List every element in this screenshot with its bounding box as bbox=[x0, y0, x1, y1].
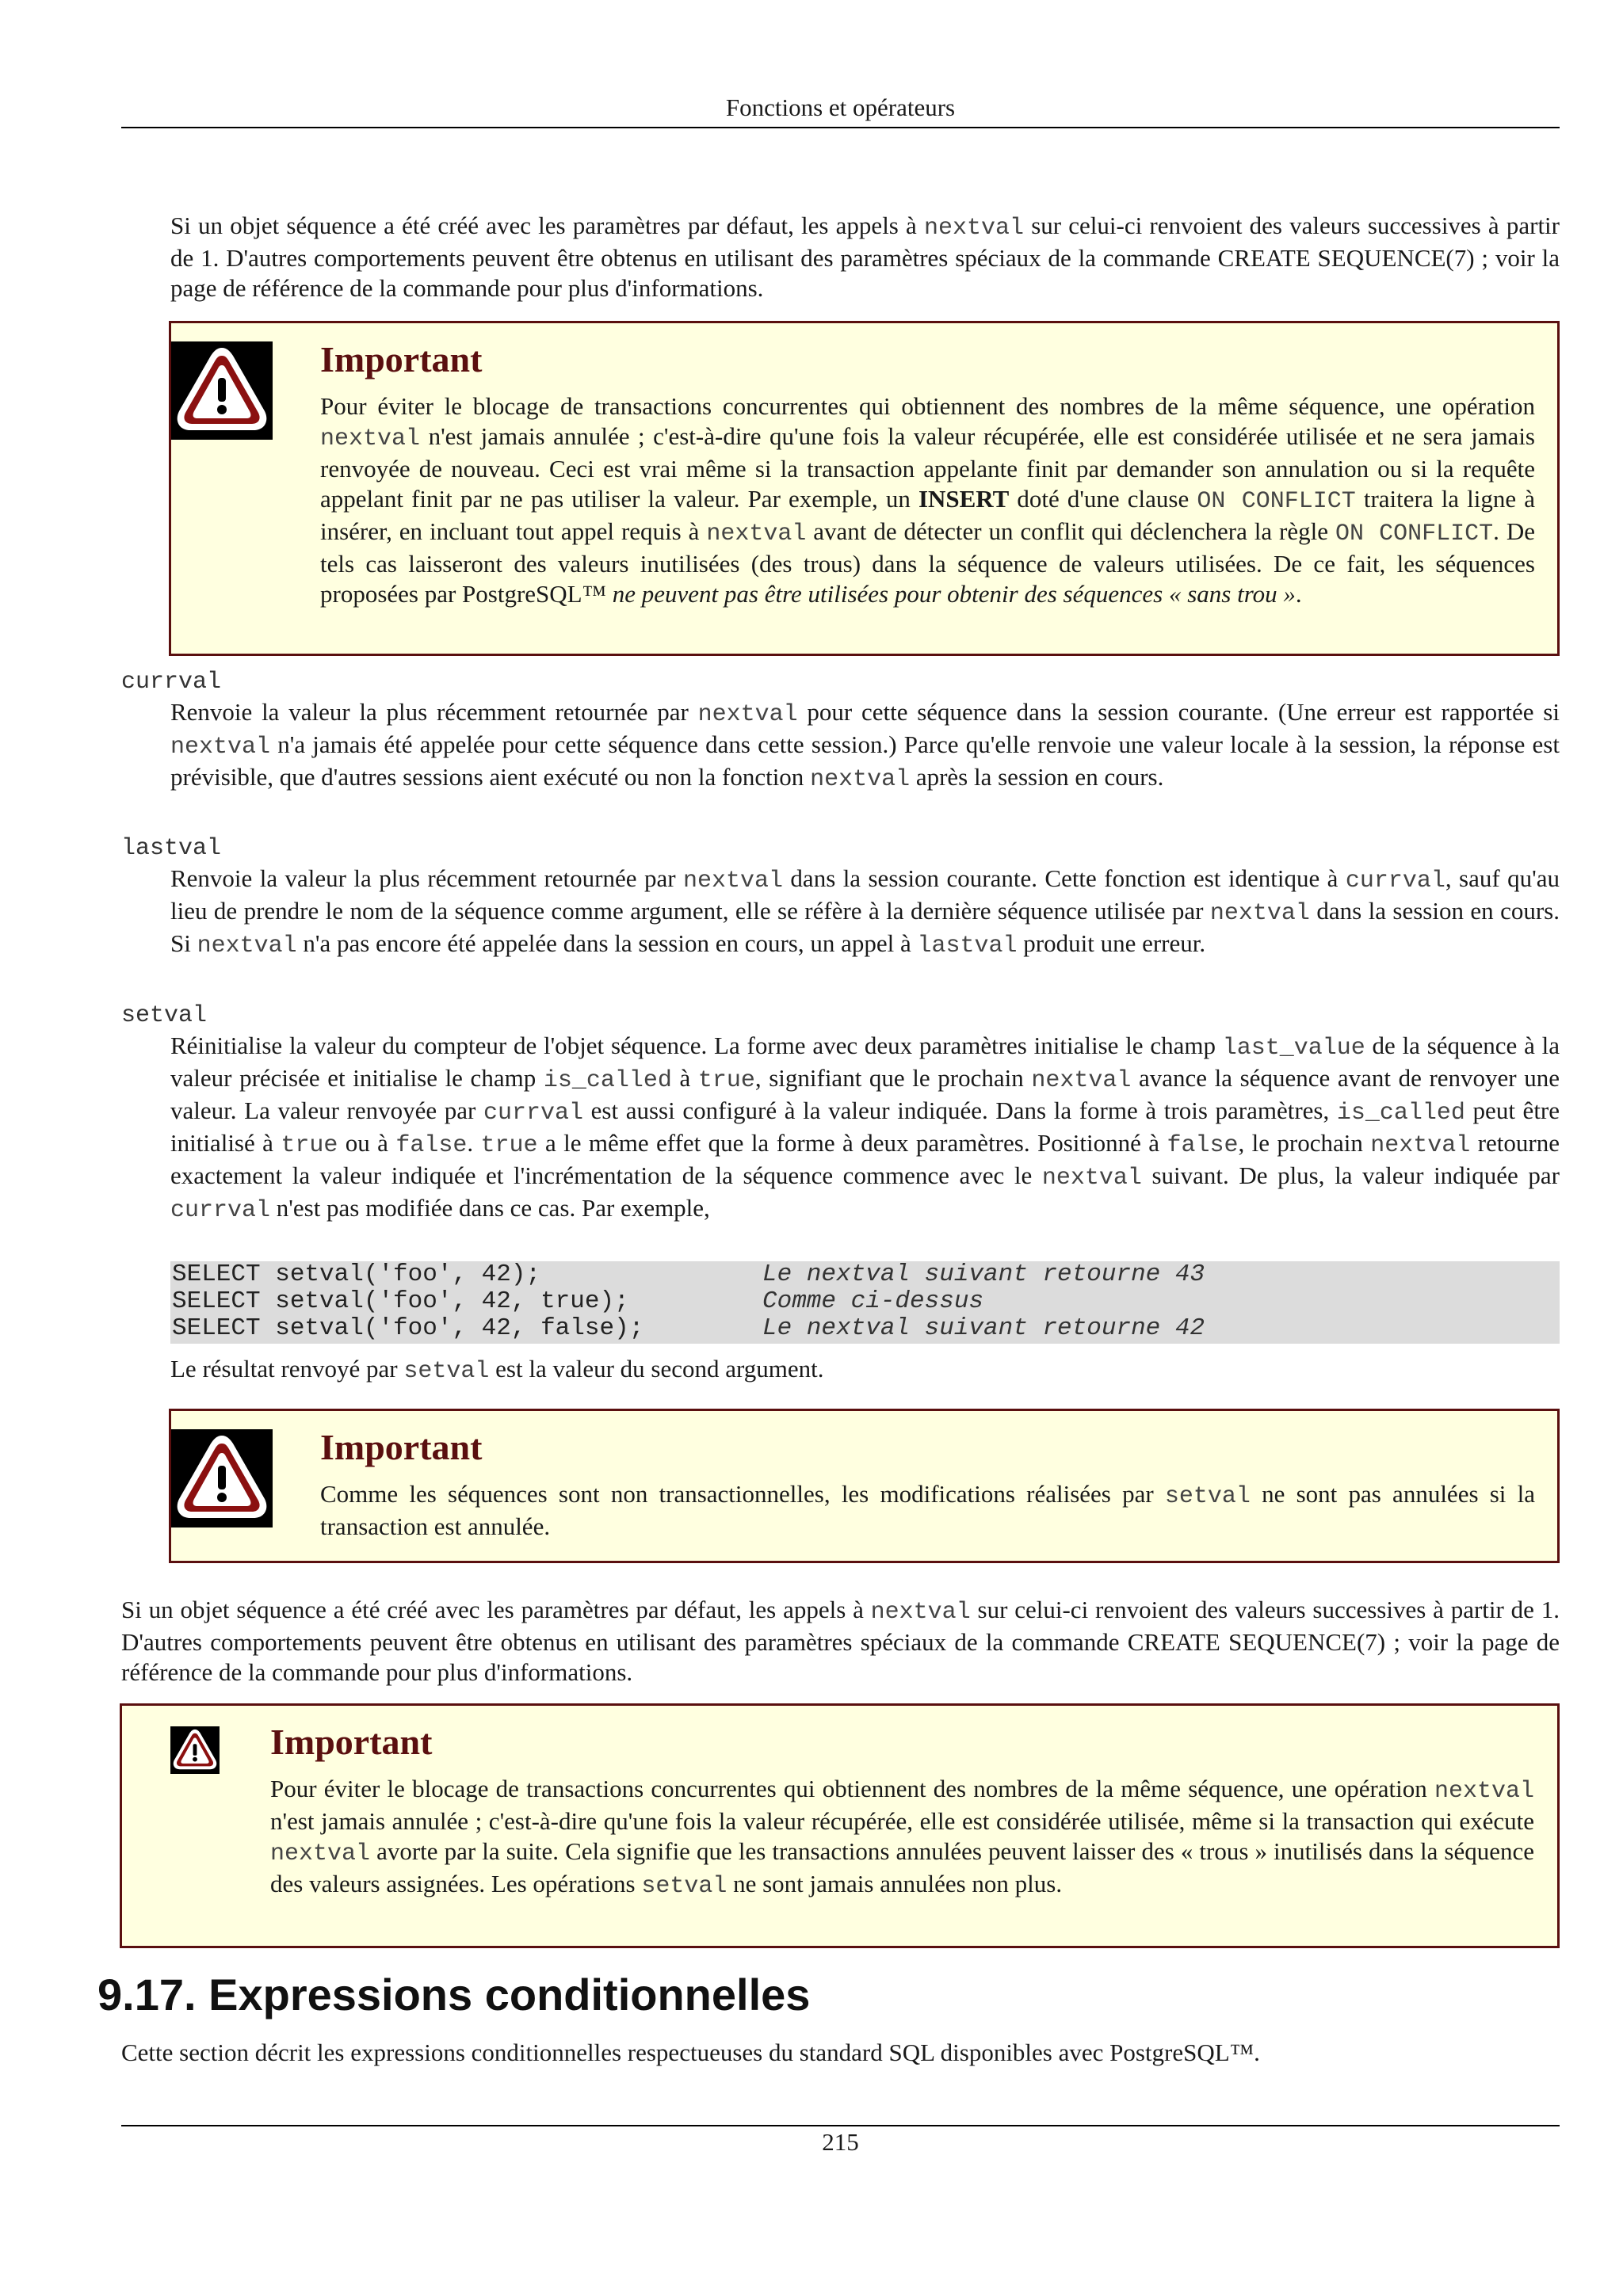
text: Pour éviter le blocage de transactions concurrentes qui obtiennent des nombres de la même séquence, une opération bbox=[270, 1775, 1434, 1802]
code-line bbox=[170, 1315, 1560, 1342]
text: n'a jamais été appelée pour cette séquence dans cette session.) Parce qu'elle renvoie une valeur locale à la session, la réponse est prévisible, que d'autres sessions aient exécuté ou non la fonction bbox=[170, 730, 1560, 791]
text: n'est pas modifiée dans ce cas. Par exemple, bbox=[270, 1194, 710, 1222]
notice-title: Important bbox=[270, 1722, 433, 1762]
code: nextval bbox=[810, 766, 911, 793]
code: nextval bbox=[320, 425, 421, 452]
text: pour cette séquence dans la session courante. (Une erreur est rapportée si bbox=[797, 698, 1560, 726]
code: currval bbox=[1345, 868, 1445, 894]
term-setval: setval bbox=[121, 1002, 208, 1029]
code: nextval bbox=[924, 215, 1025, 242]
code-command: SELECT setval('foo', 42, false); bbox=[172, 1314, 644, 1342]
code-command: SELECT setval('foo', 42); bbox=[172, 1261, 541, 1288]
text: dans la session en cours. Si bbox=[170, 897, 1560, 957]
code: currval bbox=[483, 1100, 584, 1127]
text: Le résultat renvoyé par bbox=[170, 1355, 404, 1383]
code: nextval bbox=[697, 701, 798, 728]
code: true bbox=[281, 1132, 338, 1159]
text: , signifiant que le prochain bbox=[754, 1064, 1032, 1092]
code-line bbox=[170, 1288, 1560, 1315]
text: avorte par la suite. Cela signifie que les transactions annulées peuvent laisser des « trous » inutilisés dans la séquence des valeurs assignées. Les opérations bbox=[270, 1837, 1534, 1897]
code: ON CONFLICT bbox=[1335, 521, 1494, 547]
text: a le même effet que la forme à deux paramètres. Positionné à bbox=[537, 1129, 1167, 1157]
code-example bbox=[170, 1261, 1560, 1344]
text: après la session en cours. bbox=[910, 763, 1164, 791]
text: n'est jamais annulée ; c'est-à-dire qu'une fois la valeur récupérée, elle est considérée utilisée, même si la transaction qui exécute bbox=[270, 1807, 1534, 1835]
code: true bbox=[697, 1067, 755, 1094]
code: nextval bbox=[706, 521, 807, 547]
definition-currval bbox=[170, 697, 1560, 795]
header-title: Fonctions et opérateurs bbox=[725, 93, 956, 121]
code: true bbox=[480, 1132, 538, 1159]
code: setval bbox=[403, 1358, 490, 1385]
term-currval: currval bbox=[121, 669, 222, 696]
code-command: SELECT setval('foo', 42, true); bbox=[172, 1287, 629, 1315]
text: est la valeur du second argument. bbox=[489, 1355, 824, 1383]
definition-setval bbox=[170, 1031, 1560, 1226]
page-header bbox=[121, 92, 1560, 128]
text: sur celui-ci renvoient des valeurs successives à partir de 1. D'autres comportements peuvent être obtenus en utilisant des paramètres spéciaux de la commande CREATE SEQUENCE(7) ; voir la page de référence de la commande pour plus d'informations. bbox=[121, 1596, 1560, 1686]
setval-result bbox=[170, 1354, 1560, 1386]
text: Réinitialise la valeur du compteur de l'objet séquence. La forme avec deux paramètres initialise le champ bbox=[170, 1032, 1223, 1059]
notice-body bbox=[320, 391, 1535, 609]
important-notice bbox=[169, 1409, 1560, 1563]
text: sur celui-ci renvoient des valeurs successives à partir de 1. D'autres comportements peuvent être obtenus en utilisant des paramètres spéciaux de la commande CREATE SEQUENCE(7) ; voir la page de référence de la commande pour plus d'informations. bbox=[170, 212, 1560, 302]
code-comment: Comme ci-dessus bbox=[762, 1287, 984, 1315]
notice-body bbox=[320, 1479, 1535, 1542]
text: n'a pas encore été appelée dans la session en cours, un appel à bbox=[296, 929, 918, 957]
code: setval bbox=[641, 1873, 727, 1900]
text: ne sont jamais annulées non plus. bbox=[727, 1870, 1063, 1897]
warning-icon bbox=[171, 1429, 273, 1535]
text: avance la séquence avant de renvoyer une valeur. La valeur renvoyée par bbox=[170, 1064, 1560, 1124]
text: de la séquence à la valeur précisée et initialise le champ bbox=[170, 1032, 1560, 1092]
bold-keyword: INSERT bbox=[918, 485, 1010, 513]
section-intro: Cette section décrit les expressions conditionnelles respectueuses du standard SQL disponibles avec PostgreSQL™. bbox=[121, 2039, 1260, 2066]
code: nextval bbox=[1031, 1067, 1132, 1094]
code: nextval bbox=[270, 1840, 371, 1867]
code-line bbox=[170, 1261, 1560, 1288]
text: . De tels cas laisseront des valeurs inutilisées (des trous) dans la séquence de valeurs utilisées. De ce fait, les séquences proposées par PostgreSQL™ bbox=[320, 517, 1535, 608]
section-heading: 9.17. Expressions conditionnelles bbox=[97, 1970, 811, 2019]
text: Pour éviter le blocage de transactions concurrentes qui obtiennent des nombres de la même séquence, une opération bbox=[320, 392, 1535, 420]
text: , le prochain bbox=[1238, 1129, 1371, 1157]
code: ON CONFLICT bbox=[1197, 488, 1356, 515]
text: Renvoie la valeur la plus récemment retournée par bbox=[170, 698, 698, 726]
code: nextval bbox=[682, 868, 783, 894]
code-comment: Le nextval suivant retourne 43 bbox=[762, 1261, 1205, 1288]
code: false bbox=[1167, 1132, 1239, 1159]
text: traitera la ligne à insérer, en incluant tout appel requis à bbox=[320, 485, 1535, 545]
text: , sauf qu'au lieu de prendre le nom de la séquence comme argument, elle se réfère à la dernière séquence utilisée par bbox=[170, 864, 1560, 925]
code: nextval bbox=[1370, 1132, 1471, 1159]
text: suivant. De plus, la valeur indiquée par bbox=[1141, 1161, 1560, 1189]
emphasis: ne peuvent pas être utilisées pour obtenir des séquences « sans trou » bbox=[612, 580, 1296, 608]
code: nextval bbox=[197, 933, 297, 959]
important-notice bbox=[169, 321, 1560, 656]
text: à bbox=[671, 1064, 698, 1092]
page-number: 215 bbox=[822, 2128, 859, 2156]
important-notice bbox=[120, 1703, 1560, 1948]
notice-body bbox=[270, 1774, 1534, 1901]
text: peut être initialisé à bbox=[170, 1097, 1560, 1157]
text: retourne exactement la valeur indiquée et l'incrémentation de la séquence commence avec le bbox=[170, 1129, 1560, 1189]
code: nextval bbox=[1434, 1778, 1534, 1805]
text: Si un objet séquence a été créé avec les paramètres par défaut, les appels à bbox=[121, 1596, 871, 1623]
code: is_called bbox=[543, 1067, 672, 1094]
warning-icon bbox=[170, 1726, 220, 1781]
text: produit une erreur. bbox=[1017, 929, 1206, 957]
term-lastval: lastval bbox=[121, 835, 222, 862]
notice-title: Important bbox=[320, 339, 483, 379]
code: nextval bbox=[1041, 1165, 1142, 1192]
code: setval bbox=[1164, 1483, 1251, 1510]
outer-paragraph bbox=[121, 1595, 1560, 1688]
text: . bbox=[467, 1129, 481, 1157]
text: n'est jamais annulée ; c'est-à-dire qu'une fois la valeur récupérée, elle est considérée utilisée et ne sera jamais renvoyée de nouveau. Ceci est vrai même si la transaction appelante finit par demander son annulation ou si la requête appelant finit par ne pas utiliser la valeur. Par exemple, un bbox=[320, 422, 1535, 513]
definition-lastval bbox=[170, 864, 1560, 961]
code-comment: Le nextval suivant retourne 42 bbox=[762, 1314, 1205, 1342]
code: currval bbox=[170, 1197, 271, 1224]
text: dans la session courante. Cette fonction est identique à bbox=[783, 864, 1346, 892]
notice-title: Important bbox=[320, 1427, 483, 1467]
text: doté d'une clause bbox=[1009, 485, 1197, 513]
warning-icon bbox=[171, 341, 273, 447]
text: ne sont pas annulées si la transaction est annulée. bbox=[320, 1480, 1535, 1540]
text: . bbox=[1295, 580, 1302, 608]
code: nextval bbox=[1209, 900, 1310, 927]
code: nextval bbox=[170, 734, 271, 761]
code: last_value bbox=[1222, 1035, 1365, 1062]
code: false bbox=[395, 1132, 468, 1159]
intro-paragraph bbox=[170, 211, 1560, 303]
text: avant de détecter un conflit qui déclenchera la règle bbox=[806, 517, 1335, 545]
text: Renvoie la valeur la plus récemment retournée par bbox=[170, 864, 683, 892]
text: Si un objet séquence a été créé avec les paramètres par défaut, les appels à bbox=[170, 212, 924, 239]
code: is_called bbox=[1336, 1100, 1465, 1127]
text: Comme les séquences sont non transactionnelles, les modifications réalisées par bbox=[320, 1480, 1165, 1508]
code: lastval bbox=[917, 933, 1018, 959]
text: ou à bbox=[338, 1129, 396, 1157]
code: nextval bbox=[870, 1599, 971, 1626]
text: est aussi configuré à la valeur indiquée. Dans la forme à trois paramètres, bbox=[583, 1097, 1337, 1124]
